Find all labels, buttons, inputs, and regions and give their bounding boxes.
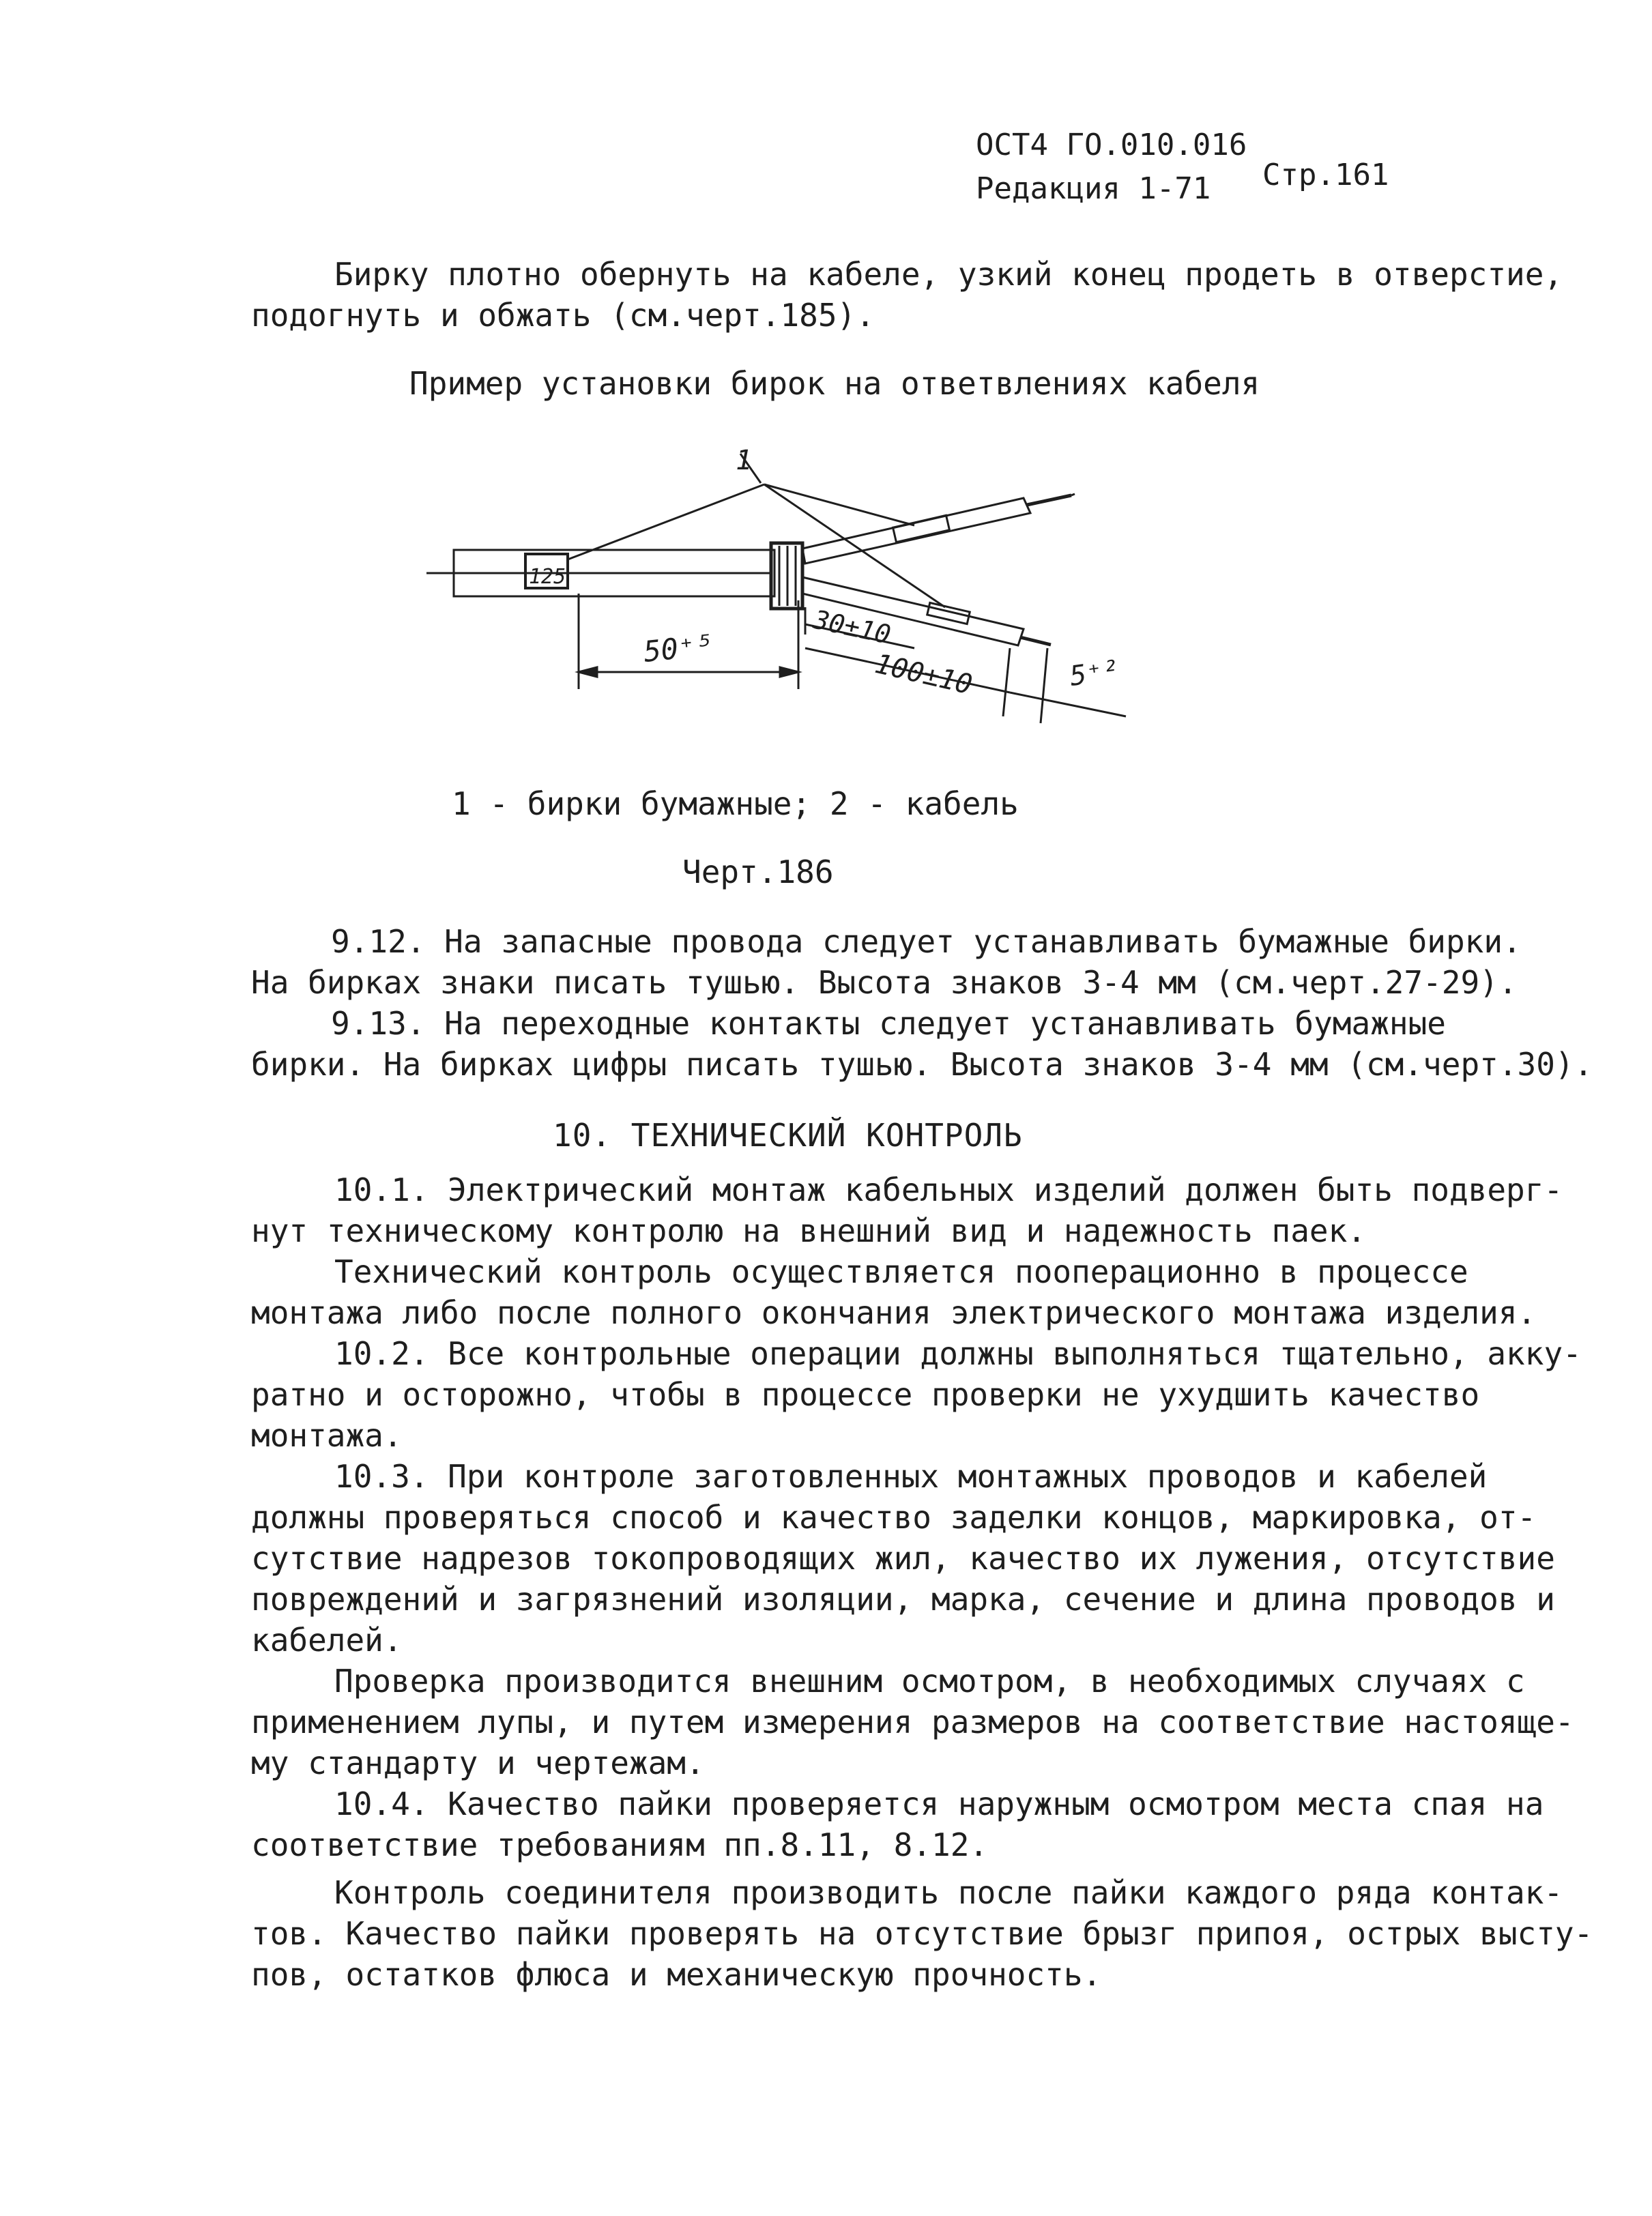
dimension-main: 50⁺⁵	[641, 628, 714, 669]
dim-line-end	[1010, 692, 1126, 716]
upper-conductor-end	[1071, 494, 1075, 495]
paragraph-line: должны проверяться способ и качество заделки концов, маркировка, от-	[251, 1499, 1537, 1536]
dim-extension	[1003, 648, 1010, 716]
paragraph-line: применением лупы, и путем измерения размеров на соответствие настояще-	[251, 1704, 1574, 1740]
doc-edition: Редакция 1-71	[976, 171, 1211, 206]
dim-arrow	[579, 667, 597, 677]
figure-number: Черт.186	[682, 854, 834, 890]
paragraph-line: Технический контроль осуществляется пооперационно в процессе	[334, 1253, 1468, 1290]
callout-leader	[764, 484, 914, 525]
doc-code: ОСТ4 ГО.010.016	[976, 128, 1247, 162]
paragraph-line: повреждений и загрязнений изоляции, марка, сечение и длина проводов и	[251, 1581, 1555, 1618]
paragraph-line: му стандарту и чертежам.	[251, 1745, 705, 1781]
paragraph-line: кабелей.	[251, 1622, 403, 1659]
dimension-branch: 30±10	[811, 604, 894, 650]
dim-extension	[1041, 648, 1047, 723]
figure-title: Пример установки бирок на ответвлениях кабеля	[409, 365, 1260, 402]
paragraph-line: Контроль соединителя производить после пайки каждого ряда контак-	[334, 1874, 1563, 1911]
paragraph-line: 9.12. На запасные провода следует устанавливать бумажные бирки.	[331, 923, 1522, 960]
lower-conductor	[1020, 637, 1051, 645]
paragraph-line: соответствие требованиям пп.8.11, 8.12.	[251, 1826, 989, 1863]
upper-conductor	[1027, 495, 1071, 505]
paragraph-line: Проверка производится внешним осмотром, в необходимых случаях с	[334, 1663, 1525, 1700]
figure-caption: 1 - бирки бумажные; 2 - кабель	[452, 785, 1019, 822]
paragraph-line: ратно и осторожно, чтобы в процессе проверки не ухудшить качество	[251, 1376, 1480, 1413]
paragraph-line: 9.13. На переходные контакты следует устанавливать бумажные	[331, 1005, 1446, 1042]
page-number: Стр.161	[1262, 158, 1389, 192]
paragraph-line: Бирку плотно обернуть на кабеле, узкий конец продеть в отверстие,	[334, 256, 1563, 293]
section-heading: 10. ТЕХНИЧЕСКИЙ КОНТРОЛЬ	[553, 1117, 1023, 1154]
paragraph-line: бирки. На бирках цифры писать тушью. Высота знаков 3-4 мм (см.черт.30).	[251, 1046, 1593, 1083]
paragraph-line: монтажа.	[251, 1417, 403, 1454]
paragraph-line: 10.2. Все контрольные операции должны выполняться тщательно, акку-	[334, 1335, 1582, 1372]
paragraph-line: пов, остатков флюса и механическую прочность.	[251, 1956, 1102, 1993]
paragraph-line: На бирках знаки писать тушью. Высота знаков 3-4 мм (см.черт.27-29).	[251, 964, 1518, 1001]
paragraph-line: монтажа либо после полного окончания электрического монтажа изделия.	[251, 1294, 1537, 1331]
paragraph-line: нут техническому контролю на внешний вид и надежность паек.	[251, 1212, 1366, 1249]
callout-number: 1	[736, 445, 753, 476]
dimension-length: 100±10	[871, 647, 975, 701]
dim-arrow	[780, 667, 798, 677]
dimension-end: 5⁺²	[1067, 654, 1121, 692]
paragraph-line: тов. Качество пайки проверять на отсутствие брызг припоя, острых высту-	[251, 1915, 1593, 1952]
upper-branch	[802, 498, 1030, 564]
paragraph-line: 10.1. Электрический монтаж кабельных изделий должен быть подверг-	[334, 1171, 1563, 1208]
paper-tag-lower	[927, 602, 970, 624]
paragraph-line: сутствие надрезов токопроводящих жил, качество их лужения, отсутствие	[251, 1540, 1555, 1577]
callout-leader	[568, 484, 764, 559]
tag-label: 125	[529, 565, 566, 589]
paragraph-line: 10.4. Качество пайки проверяется наружным осмотром места спая на	[334, 1785, 1544, 1822]
paragraph-line: 10.3. При контроле заготовленных монтажных проводов и кабелей	[334, 1458, 1488, 1495]
paragraph-line: подогнуть и обжать (см.черт.185).	[251, 297, 875, 334]
